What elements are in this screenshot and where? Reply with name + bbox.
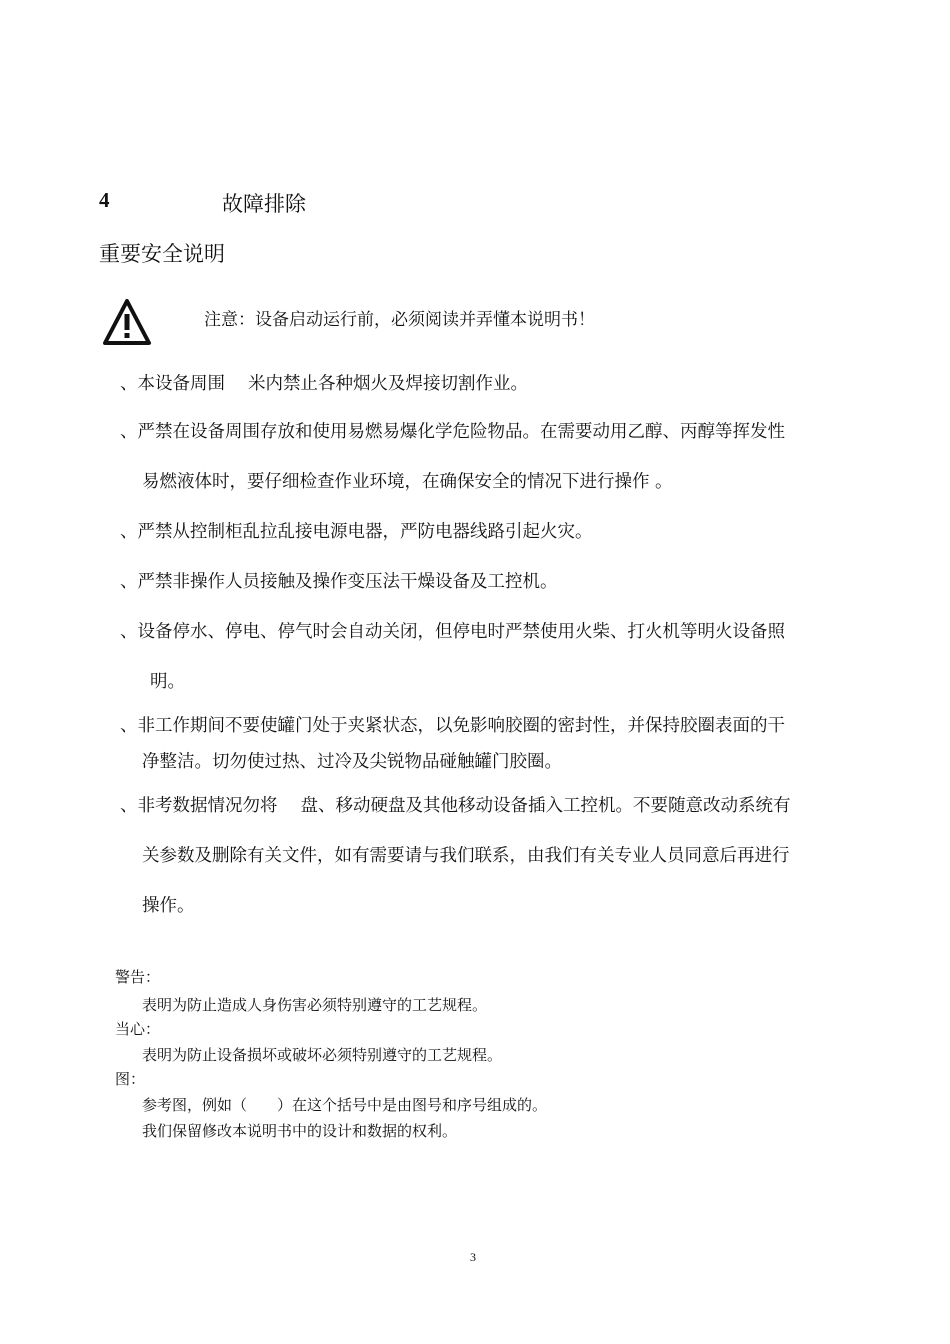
note-text-warning: 表明为防止造成人身伤害必须特别遵守的工艺规程。: [142, 996, 488, 1014]
safety-item-6: 、非工作期间不要使罐门处于夹紧状态，以免影响胶圈的密封性，并保持胶圈表面的干: [120, 716, 785, 736]
safety-item-7-cont2: 操作。: [142, 896, 195, 916]
section-title: 故障排除: [222, 192, 306, 216]
warning-triangle-icon: [102, 298, 152, 346]
note-label-warning: 警告：: [115, 968, 161, 986]
section-number: 4: [99, 188, 110, 212]
safety-item-1: 、本设备周围 米内禁止各种烟火及焊接切割作业。: [120, 374, 529, 394]
page-subtitle: 重要安全说明: [99, 242, 225, 266]
rights-statement: 我们保留修改本说明书中的设计和数据的权利。: [142, 1122, 458, 1140]
safety-item-4: 、严禁非操作人员接触及操作变压法干燥设备及工控机。: [120, 572, 558, 592]
page-number: 3: [470, 1250, 476, 1264]
safety-item-5-cont: 明。: [150, 672, 185, 692]
safety-item-2-cont: 易燃液体时，要仔细检查作业环境，在确保安全的情况下进行操作 。: [142, 472, 673, 492]
note-text-figure: 参考图，例如（ ）在这个括号中是由图号和序号组成的。: [142, 1096, 548, 1114]
safety-item-2: 、严禁在设备周围存放和使用易燃易爆化学危险物品。在需要动用乙醇、丙醇等挥发性: [120, 422, 785, 442]
safety-item-6-cont: 净整洁。切勿使过热、过冷及尖锐物品碰触罐门胶圈。: [142, 752, 562, 772]
notice-text: 注意：设备启动运行前，必须阅读并弄懂本说明书！: [204, 310, 595, 330]
safety-item-5: 、设备停水、停电、停气时会自动关闭，但停电时严禁使用火柴、打火机等明火设备照: [120, 622, 785, 642]
note-label-caution: 当心：: [115, 1020, 161, 1038]
safety-item-7-cont: 关参数及删除有关文件，如有需要请与我们联系，由我们有关专业人员同意后再进行: [142, 846, 790, 866]
safety-item-3: 、严禁从控制柜乱拉乱接电源电器，严防电器线路引起火灾。: [120, 522, 593, 542]
note-label-figure: 图：: [115, 1070, 146, 1088]
note-text-caution: 表明为防止设备损坏或破坏必须特别遵守的工艺规程。: [142, 1046, 503, 1064]
safety-item-7: 、非考数据情况勿将 盘、移动硬盘及其他移动设备插入工控机。不要随意改动系统有: [120, 796, 791, 816]
